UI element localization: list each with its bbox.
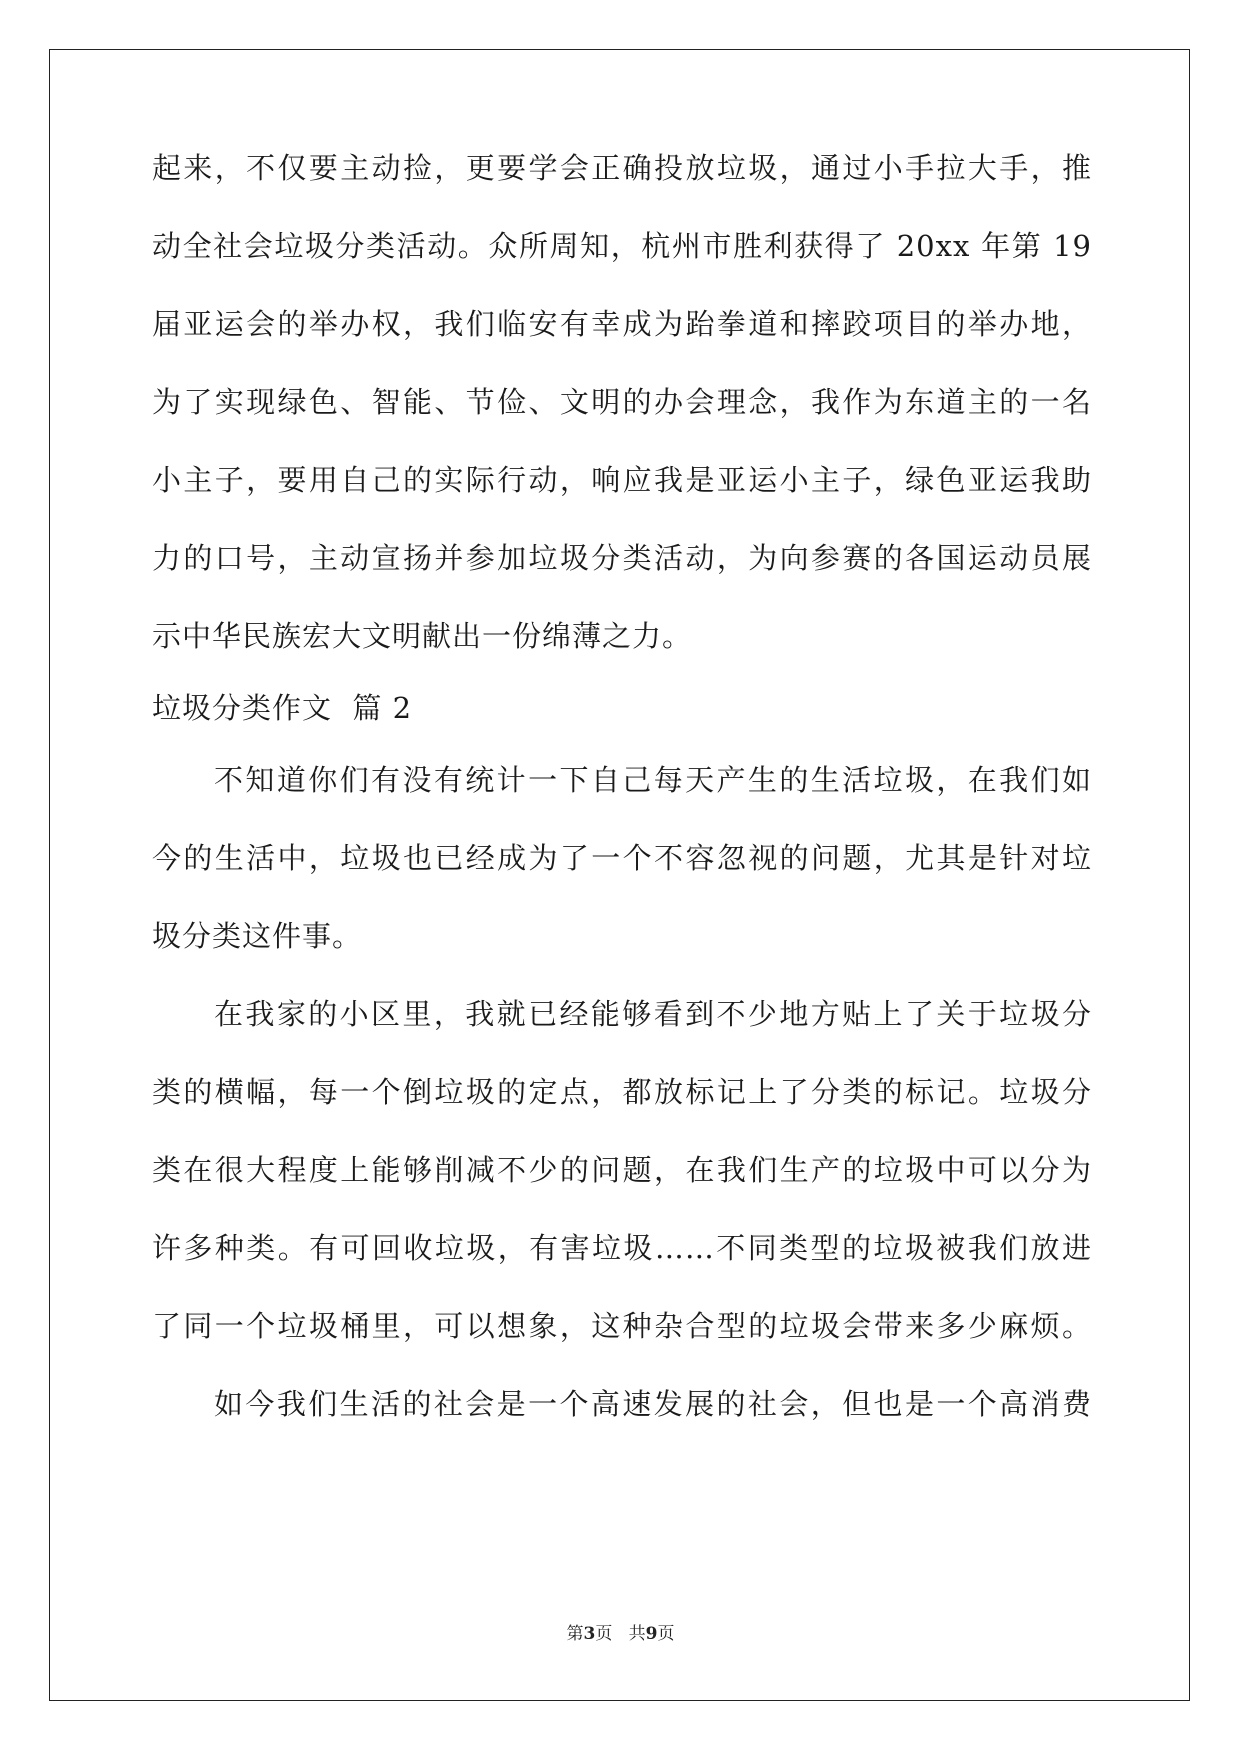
paragraph-line: 为了实现绿色、智能、节俭、文明的办会理念，我作为东道主的一名 bbox=[152, 385, 1092, 419]
total-pages-number: 9 bbox=[645, 1624, 658, 1644]
paragraph-line: 今的生活中，垃圾也已经成为了一个不容忽视的问题，尤其是针对垃 bbox=[152, 841, 1092, 875]
paragraph-line: 小主子，要用自己的实际行动，响应我是亚运小主子，绿色亚运我助 bbox=[152, 463, 1092, 497]
paragraph-line: 类在很大程度上能够削减不少的问题，在我们生产的垃圾中可以分为 bbox=[152, 1153, 1092, 1187]
paragraph-line: 了同一个垃圾桶里，可以想象，这种杂合型的垃圾会带来多少麻烦。 bbox=[152, 1309, 1092, 1343]
footer-middle: 页 共 bbox=[595, 1624, 646, 1644]
paragraph-line: 届亚运会的举办权，我们临安有幸成为跆拳道和摔跤项目的举办地， bbox=[152, 307, 1092, 341]
paragraph-line: 在我家的小区里，我就已经能够看到不少地方贴上了关于垃圾分 bbox=[214, 997, 1092, 1031]
paragraph-line: 起来，不仅要主动捡，更要学会正确投放垃圾，通过小手拉大手，推 bbox=[152, 151, 1092, 185]
paragraph-line: 圾分类这件事。 bbox=[152, 919, 363, 953]
paragraph-line: 不知道你们有没有统计一下自己每天产生的生活垃圾，在我们如 bbox=[214, 763, 1092, 797]
footer-prefix: 第 bbox=[566, 1624, 584, 1644]
footer-suffix: 页 bbox=[657, 1624, 675, 1644]
paragraph-line: 力的口号，主动宣扬并参加垃圾分类活动，为向参赛的各国运动员展 bbox=[152, 541, 1092, 575]
page-footer bbox=[0, 1619, 1241, 1644]
section-heading: 垃圾分类作文 篇 2 bbox=[152, 691, 413, 725]
paragraph-line: 动全社会垃圾分类活动。众所周知，杭州市胜利获得了 20xx 年第 19 bbox=[152, 229, 1092, 263]
paragraph-line: 类的横幅，每一个倒垃圾的定点，都放标记上了分类的标记。垃圾分 bbox=[152, 1075, 1092, 1109]
paragraph-line: 示中华民族宏大文明献出一份绵薄之力。 bbox=[152, 619, 693, 653]
paragraph-line: 许多种类。有可回收垃圾，有害垃圾……不同类型的垃圾被我们放进 bbox=[152, 1231, 1092, 1265]
paragraph-line: 如今我们生活的社会是一个高速发展的社会，但也是一个高消费 bbox=[214, 1387, 1092, 1421]
current-page-number: 3 bbox=[583, 1624, 596, 1644]
